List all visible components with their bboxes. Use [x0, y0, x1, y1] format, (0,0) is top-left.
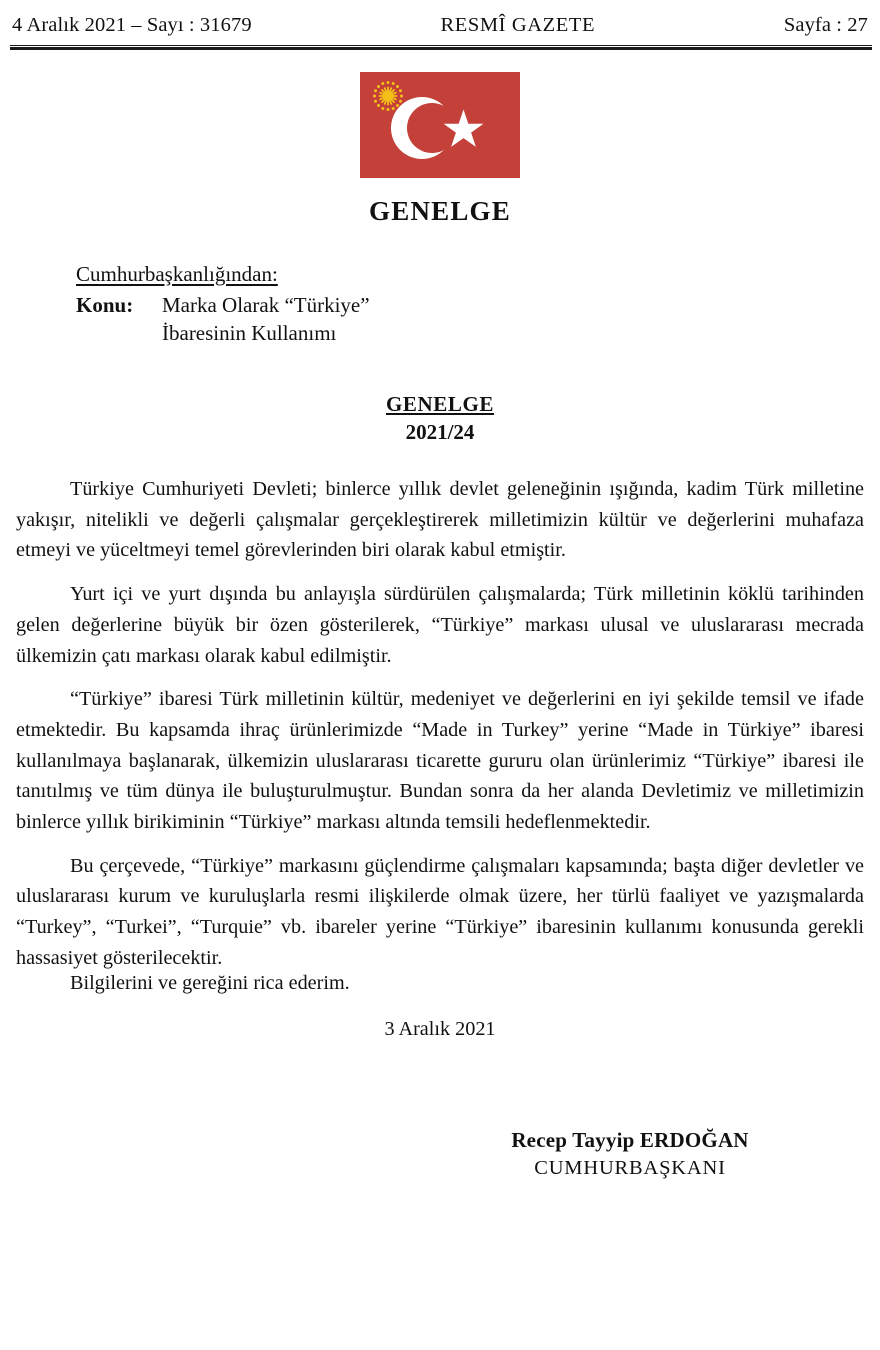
circular-heading-block [0, 392, 880, 445]
subject-value [162, 291, 536, 348]
subject-label: Konu: [76, 293, 134, 317]
body-paragraph: “Türkiye” ibaresi Türk milletinin kültür, medeniyet ve değerlerini en iyi şekilde temsil ve ifade etmektedir. Bu kapsamda ihraç ürünlerimizde “Made in Turkey” yerine “Made in Türkiye” ibaresi kullanılmaya başlanarak, ülkemizin uluslararası ticarette gururu olan ürünlerimiz “Türkiye” ibaresi ile tanıtılmış ve tüm dünya ile buluşturulmuştur. Bundan sonra da her alanda Devletimiz ve milletimizin binlerce yıllık birikiminin “Türkiye” markası altında temsili hedeflenmektedir. [16, 688, 864, 834]
circular-heading: GENELGE [385, 392, 495, 416]
signatory-title: CUMHURBAŞKANI [534, 1157, 726, 1179]
signatory-name: Recep Tayyip ERDOĞAN [511, 1128, 749, 1152]
issuing-authority: Cumhurbaşkanlığından: [76, 262, 278, 286]
gazette-date-issue: 4 Aralık 2021 – Sayı : 31679 [12, 14, 252, 36]
closing-statement: Bilgilerini ve gereğini rica ederim. [70, 972, 350, 994]
body-paragraph: Türkiye Cumhuriyeti Devleti; binlerce yıllık devlet geleneğinin ışığında, kadim Türk milletine yakışır, nitelikli ve değerli çalışmalar gerçekleştirerek milletimizin kültür ve değerlerini muhafaza etmeyi ve yüceltmeyi temel görevlerinden biri olarak kabul etmiştir. [16, 478, 864, 562]
turkish-presidential-flag-icon [360, 72, 520, 178]
signature-block [440, 1128, 820, 1180]
document-type-title: GENELGE [369, 196, 511, 226]
gazette-name: RESMÎ GAZETE [440, 14, 596, 36]
body-paragraph: Bu çerçevede, “Türkiye” markasını güçlendirme çalışmaları kapsamında; başta diğer devletler ve uluslararası kurum ve kuruluşlarla resmi ilişkilerde olmak üzere, her türlü faaliyet ve yazışmalarda “Turkey”, “Turkei”, “Turquie” vb. ibareler yerine “Türkiye” ibaresinin kullanımı konusunda gerekli hassasiyet gösterilecektir. [16, 854, 864, 969]
divider-thick-line [10, 47, 872, 50]
page-number: Sayfa : 27 [783, 14, 868, 36]
subject-line-1: Marka Olarak “Türkiye” [162, 293, 370, 317]
subject-row [76, 291, 536, 348]
document-body [16, 474, 864, 987]
header-divider [10, 45, 872, 51]
document-date: 3 Aralık 2021 [384, 1018, 496, 1040]
issuer-block [76, 262, 536, 348]
subject-line-2: İbaresinin Kullanımı [162, 321, 337, 346]
body-paragraph: Yurt içi ve yurt dışında bu anlayışla sürdürülen çalışmalarda; Türk milletinin köklü tarihinden gelen değerlerine büyük bir özen gösterilerek, “Türkiye” markası ulusal ve uluslararası mecrada ülkemizin çatı markası olarak kabul edilmiştir. [16, 583, 864, 667]
circular-number: 2021/24 [405, 420, 475, 444]
running-header [12, 14, 868, 44]
emblem-container [0, 72, 880, 178]
